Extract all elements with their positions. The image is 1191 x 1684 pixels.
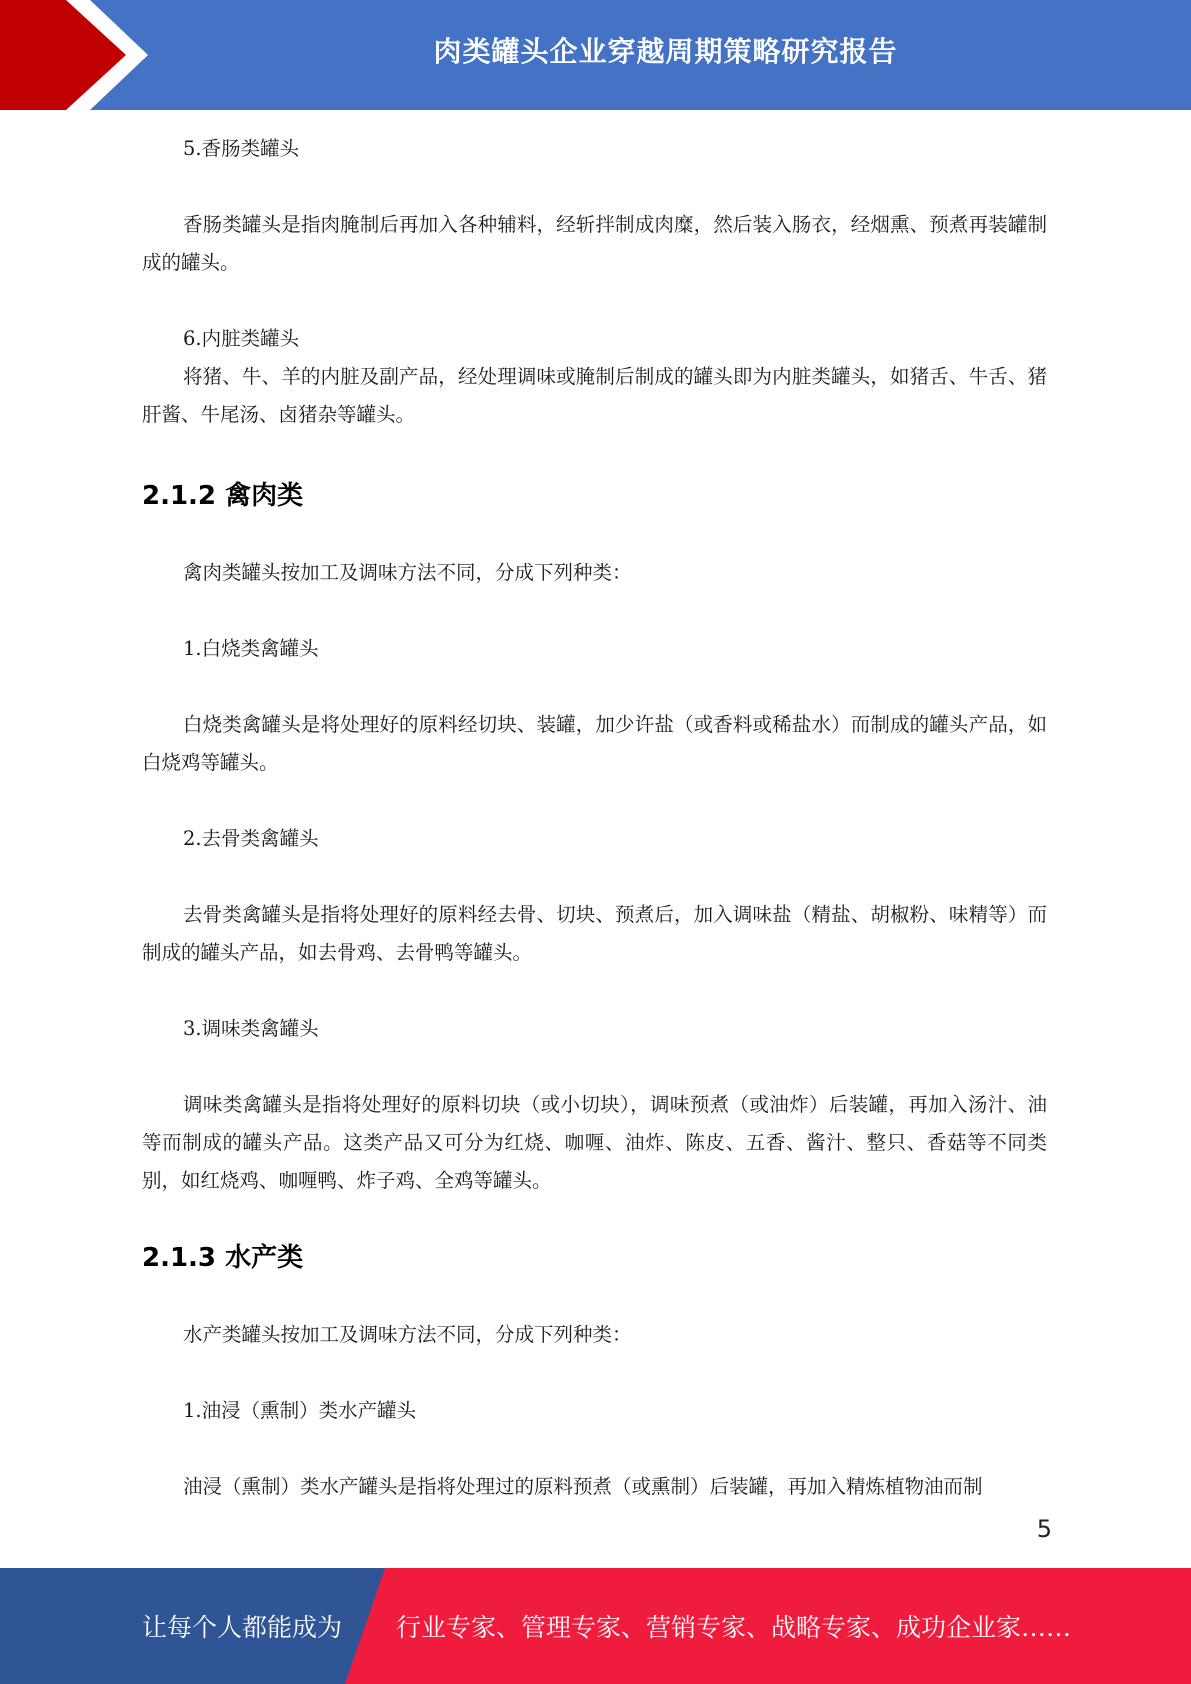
page-footer: [0, 1568, 1191, 1684]
paragraph-white-roast: 白烧类禽罐头是将处理好的原料经切块、装罐，加少许盐（或香料或稀盐水）而制成的罐头产品，如白烧鸡等罐头。: [142, 713, 1047, 774]
paragraph-seasoned: 调味类禽罐头是指将处理好的原料切块（或小切块），调味预煮（或油炸）后装罐，再加入汤汁、油等而制成的罐头产品。这类产品又可分为红烧、咖喱、油炸、陈皮、五香、酱汁、整只、香菇等不同类别，如红烧鸡、咖喱鸭、炸子鸡、全鸡等罐头。: [142, 1093, 1047, 1192]
list-item-oil-soaked: 1.油浸（熏制）类水产罐头: [183, 1399, 417, 1422]
page-header: [0, 0, 1191, 110]
list-item-sausage: 5.香肠类罐头: [183, 137, 300, 160]
paragraph-oil-soaked: 油浸（熏制）类水产罐头是指将处理过的原料预煮（或熏制）后装罐，再加入精炼植物油而制: [183, 1475, 983, 1498]
page-number: 5: [1036, 1515, 1052, 1543]
heading-aquatic: 2.1.3 水产类: [142, 1243, 304, 1273]
paragraph-poultry-intro: 禽肉类罐头按加工及调味方法不同，分成下列种类：: [183, 561, 632, 584]
paragraph-boneless: 去骨类禽罐头是指将处理好的原料经去骨、切块、预煮后，加入调味盐（精盐、胡椒粉、味精等）而制成的罐头产品，如去骨鸡、去骨鸭等罐头。: [142, 903, 1047, 964]
footer-slogan-right: 行业专家、管理专家、营销专家、战略专家、成功企业家……: [396, 1613, 1072, 1642]
list-item-offal: 6.内脏类罐头: [183, 327, 300, 350]
list-item-white-roast: 1.白烧类禽罐头: [183, 637, 319, 660]
paragraph-sausage: 香肠类罐头是指肉腌制后再加入各种辅料，经斩拌制成肉糜，然后装入肠衣，经烟熏、预煮再装罐制成的罐头。: [142, 213, 1047, 274]
paragraph-offal: 将猪、牛、羊的内脏及副产品，经处理调味或腌制后制成的罐头即为内脏类罐头，如猪舌、牛舌、猪肝酱、牛尾汤、卤猪杂等罐头。: [142, 365, 1047, 426]
paragraph-aquatic-intro: 水产类罐头按加工及调味方法不同，分成下列种类：: [183, 1323, 632, 1346]
list-item-seasoned: 3.调味类禽罐头: [183, 1017, 319, 1040]
report-title: 肉类罐头企业穿越周期策略研究报告: [433, 35, 898, 68]
footer-slogan-left: 让每个人都能成为: [142, 1613, 343, 1642]
list-item-boneless: 2.去骨类禽罐头: [183, 827, 319, 850]
heading-poultry: 2.1.2 禽肉类: [142, 481, 304, 511]
